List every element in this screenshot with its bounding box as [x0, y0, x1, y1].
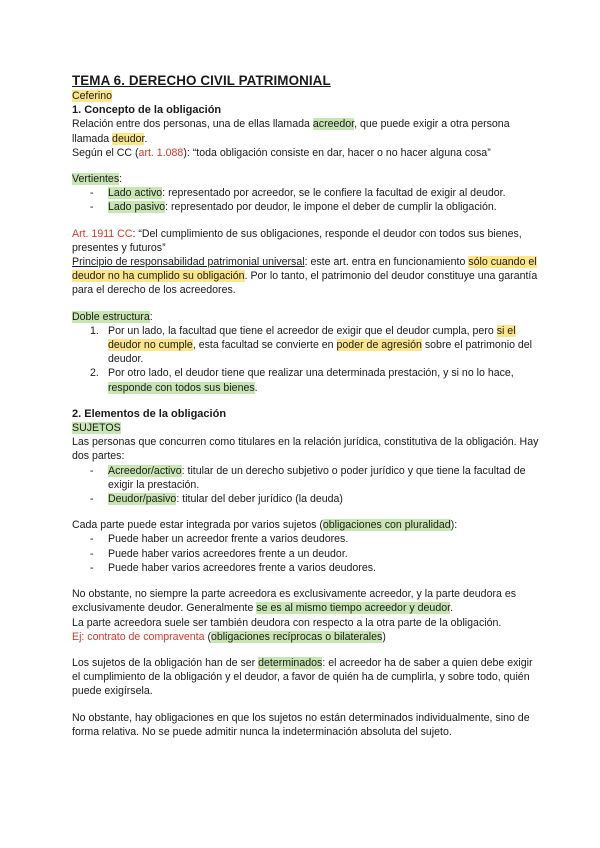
text-run: ) — [382, 630, 386, 643]
text-run: Cada parte puede estar integrada por varios sujetos ( — [72, 519, 323, 532]
vertientes-label: Vertientes — [72, 173, 120, 186]
highlight-text: se es al mismo tiempo acreedor y deudor — [256, 602, 451, 615]
list-number: 2. — [90, 367, 99, 380]
pluralidad-list — [72, 532, 542, 575]
vertientes-label-line: Vertientes: — [72, 173, 123, 186]
list-term: Acreedor/activo — [108, 464, 182, 477]
text-run: : “Del cumplimiento de sus obligaciones, responde el deudor con todos sus bienes, presentes y futuros” — [72, 227, 522, 254]
text-run: Por otro lado, el deudor tiene que realizar una determinada prestación, y si no lo hace, — [108, 367, 514, 380]
partes-list — [72, 464, 542, 507]
list-term: Lado pasivo — [108, 201, 166, 214]
list-text: : titular del deber jurídico (la deuda) — [176, 493, 343, 506]
list-term: Deudor/pasivo — [108, 493, 177, 506]
text-run: , esta facultad se convierte en — [192, 339, 337, 352]
s2-paragraph-2 — [72, 518, 542, 532]
highlight-text: obligaciones recíprocas o bilaterales — [210, 630, 383, 643]
s2-paragraph-5 — [72, 630, 542, 644]
author-line — [72, 89, 542, 103]
s2-paragraph-7: No obstante, hay obligaciones en que los sujetos no están determinados individualmente, sino de forma relativa. No se puede admitir nunca la indeterminación absoluta del sujeto. — [72, 711, 530, 738]
highlight-text: si el deudor no cumple — [108, 324, 516, 352]
art-1911-paragraph — [72, 227, 542, 255]
text-run: Los sujetos de la obligación han de ser — [72, 656, 259, 669]
section-1-heading: 1. Concepto de la obligación — [72, 104, 222, 117]
doble-label: Doble estructura — [72, 310, 150, 323]
list-item — [90, 464, 542, 492]
sujetos-label: SUJETOS — [72, 422, 121, 435]
text-run: . Por lo tanto, el patrimonio del deudor constituye una garantía para el derecho de los acreedores. — [72, 270, 538, 297]
sujetos-label-line — [72, 421, 542, 435]
list-item: - Puede haber un acreedor frente a varios deudores. — [90, 532, 542, 546]
s2-paragraph-4: La parte acreedora suele ser también deudora con respecto a la otra parte de la obligación. — [72, 616, 502, 629]
list-item: - Puede haber varios acreedores frente a varios deudores. — [90, 561, 542, 575]
highlight-principio: sólo cuando el deudor no ha cumplido su obligación — [72, 256, 537, 283]
highlight-text: responde con todos sus bienes — [108, 381, 255, 394]
author-highlight: Ceferino — [72, 90, 113, 102]
doble-label-line: Doble estructura: — [72, 310, 153, 323]
list-item: - Puede haber varios acreedores frente a un deudor. — [90, 547, 542, 561]
text-run: . — [144, 132, 148, 145]
highlight-determinados: determinados — [258, 656, 323, 669]
list-text: : titular de un derecho subjetivo o poder jurídico y que tiene la facultad de exigir la prestación. — [108, 464, 526, 491]
text-run: Por un lado, la facultad que tiene el acreedor de exigir que el deudor cumpla, pero — [108, 324, 497, 337]
text-run: Relación entre dos personas, una de ellas llamada — [72, 118, 313, 131]
text-run: sobre el patrimonio del deudor. — [108, 339, 533, 366]
list-text: : representado por acreedor, se le confiere la facultad de exigir al deudor. — [162, 187, 506, 200]
list-term: Lado activo — [108, 187, 163, 200]
text-run: . — [450, 602, 454, 615]
s1-paragraph-1 — [72, 117, 542, 145]
section-2-heading: 2. Elementos de la obligación — [72, 407, 227, 420]
list-number: 1. — [90, 324, 99, 337]
highlight-acreedor: acreedor — [312, 118, 355, 131]
s2-paragraph-6 — [72, 656, 542, 699]
list-item — [90, 324, 542, 367]
text-run: , que puede exigir a otra persona llamada — [72, 118, 510, 145]
highlight-text: poder de agresión — [336, 339, 422, 352]
text-run: Según el CC ( — [72, 146, 139, 159]
highlight-pluralidad: obligaciones con pluralidad — [322, 519, 451, 532]
s1-paragraph-2 — [72, 146, 542, 160]
text-run: ( — [204, 630, 211, 643]
text-run: No obstante, no siempre la parte acreedora es exclusivamente acreedor, y la parte deudora es exclusivamente deudor. Generalmente — [72, 588, 517, 615]
s2-paragraph-1: Las personas que concurren como titulares en la relación jurídica, constitutiva de la obligación. Hay dos partes: — [72, 436, 539, 463]
principio-label: Principio de responsabilidad patrimonial universal — [72, 256, 305, 269]
example-label: Ej: contrato de compraventa — [72, 630, 205, 643]
list-text: : representado por deudor, le impone el deber de cumplir la obligación. — [165, 201, 497, 214]
document-title: TEMA 6. DERECHO CIVIL PATRIMONIAL — [72, 73, 331, 88]
list-item — [90, 492, 542, 506]
doble-list — [72, 324, 542, 395]
s2-paragraph-3 — [72, 587, 542, 615]
text-run: ): “toda obligación consiste en dar, hacer o no hacer alguna cosa” — [183, 146, 491, 159]
article-reference: Art. 1911 CC — [72, 227, 133, 240]
vertientes-list — [72, 186, 542, 214]
principio-paragraph — [72, 255, 542, 298]
highlight-deudor: deudor — [112, 132, 145, 145]
text-run: ): — [450, 519, 458, 532]
text-run: : este art. entra en funcionamiento — [304, 256, 469, 269]
text-run: : el acreedor ha de saber a quien debe exigir el cumplimiento de la obligación y el deudor, a favor de quién ha de cumplirla, y sobre todo, quién puede exigírsela. — [72, 656, 533, 698]
list-item — [90, 200, 542, 214]
list-item — [90, 186, 542, 200]
list-item — [90, 366, 542, 394]
article-reference: art. 1.088 — [138, 146, 184, 159]
text-run: . — [254, 381, 258, 394]
